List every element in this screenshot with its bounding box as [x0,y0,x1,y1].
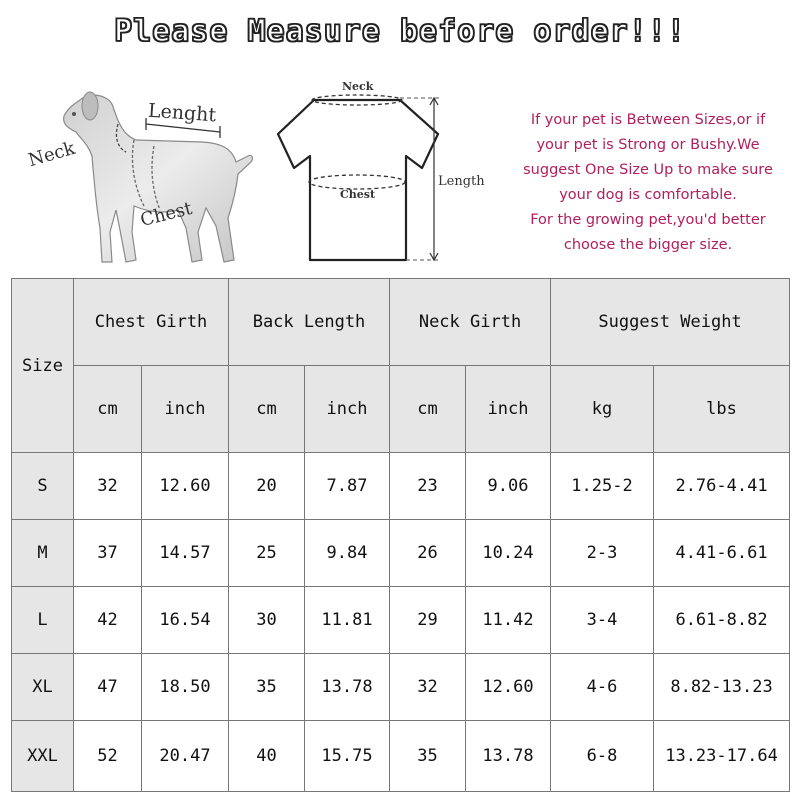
table-cell: 32 [74,453,142,520]
table-row [12,453,790,520]
table-cell: 25 [229,520,305,587]
sizing-advice-note [498,108,798,258]
shirt-outline-icon [272,78,502,268]
table-cell: 13.78 [466,721,551,792]
table-cell: 4.41-6.61 [654,520,790,587]
table-cell: 11.42 [466,587,551,654]
note-line: choose the bigger size. [563,237,733,253]
table-cell: 52 [74,721,142,792]
unit-header: cm [229,366,305,453]
table-cell: 35 [229,654,305,721]
table-cell: 7.87 [305,453,390,520]
unit-header: inch [305,366,390,453]
shirt-neck-label: Neck [342,80,374,93]
table-cell: 26 [390,520,466,587]
unit-header: cm [390,366,466,453]
table-cell: 9.84 [305,520,390,587]
table-cell: 12.60 [466,654,551,721]
table-cell: 14.57 [142,520,229,587]
table-row [12,587,790,654]
size-cell: L [12,587,74,654]
table-cell: 1.25-2 [551,453,654,520]
table-cell: 2.76-4.41 [654,453,790,520]
table-cell: 30 [229,587,305,654]
table-cell: 37 [74,520,142,587]
table-row [12,721,790,792]
table-cell: 6-8 [551,721,654,792]
neck-girth-header: Neck Girth [390,279,551,366]
unit-header: cm [74,366,142,453]
table-cell: 23 [390,453,466,520]
page-title: Please Measure before order!!! [114,14,686,49]
size-cell: M [12,520,74,587]
table-cell: 8.82-13.23 [654,654,790,721]
table-cell: 18.50 [142,654,229,721]
table-cell: 10.24 [466,520,551,587]
table-cell: 6.61-8.82 [654,587,790,654]
table-cell: 13.23-17.64 [654,721,790,792]
note-line: For the growing pet,you'd better [530,212,766,228]
shirt-chest-label: Chest [340,188,376,201]
dog-length-label: Lenght [147,99,217,127]
note-line: suggest One Size Up to make sure [523,162,773,178]
table-cell: 11.81 [305,587,390,654]
size-column-header: Size [12,279,74,453]
table-cell: 9.06 [466,453,551,520]
table-cell: 12.60 [142,453,229,520]
dog-measurement-diagram [22,82,272,272]
table-cell: 16.54 [142,587,229,654]
size-cell: XXL [12,721,74,792]
table-cell: 3-4 [551,587,654,654]
dog-neck-label: Neck [26,137,78,172]
chest-girth-header: Chest Girth [74,279,229,366]
table-cell: 4-6 [551,654,654,721]
table-row [12,654,790,721]
table-cell: 15.75 [305,721,390,792]
group-header-row [12,279,790,366]
table-cell: 20.47 [142,721,229,792]
table-cell: 47 [74,654,142,721]
table-row [12,520,790,587]
table-cell: 2-3 [551,520,654,587]
unit-header: lbs [654,366,790,453]
size-cell: XL [12,654,74,721]
back-length-header: Back Length [229,279,390,366]
size-cell: S [12,453,74,520]
shirt-length-label: Length [438,174,485,189]
table-cell: 32 [390,654,466,721]
unit-header-row [12,366,790,453]
table-cell: 42 [74,587,142,654]
unit-header: inch [466,366,551,453]
table-cell: 20 [229,453,305,520]
size-chart-table [11,278,790,792]
shirt-measurement-diagram [272,78,502,268]
note-line: If your pet is Between Sizes,or if [530,112,766,128]
note-line: your pet is Strong or Bushy.We [536,137,760,153]
note-line: your dog is comfortable. [559,187,737,203]
suggest-weight-header: Suggest Weight [551,279,790,366]
dog-chest-label: Chest [138,197,195,232]
unit-header: inch [142,366,229,453]
table-cell: 29 [390,587,466,654]
table-cell: 35 [390,721,466,792]
table-cell: 40 [229,721,305,792]
dog-silhouette-icon [22,82,272,272]
table-cell: 13.78 [305,654,390,721]
unit-header: kg [551,366,654,453]
